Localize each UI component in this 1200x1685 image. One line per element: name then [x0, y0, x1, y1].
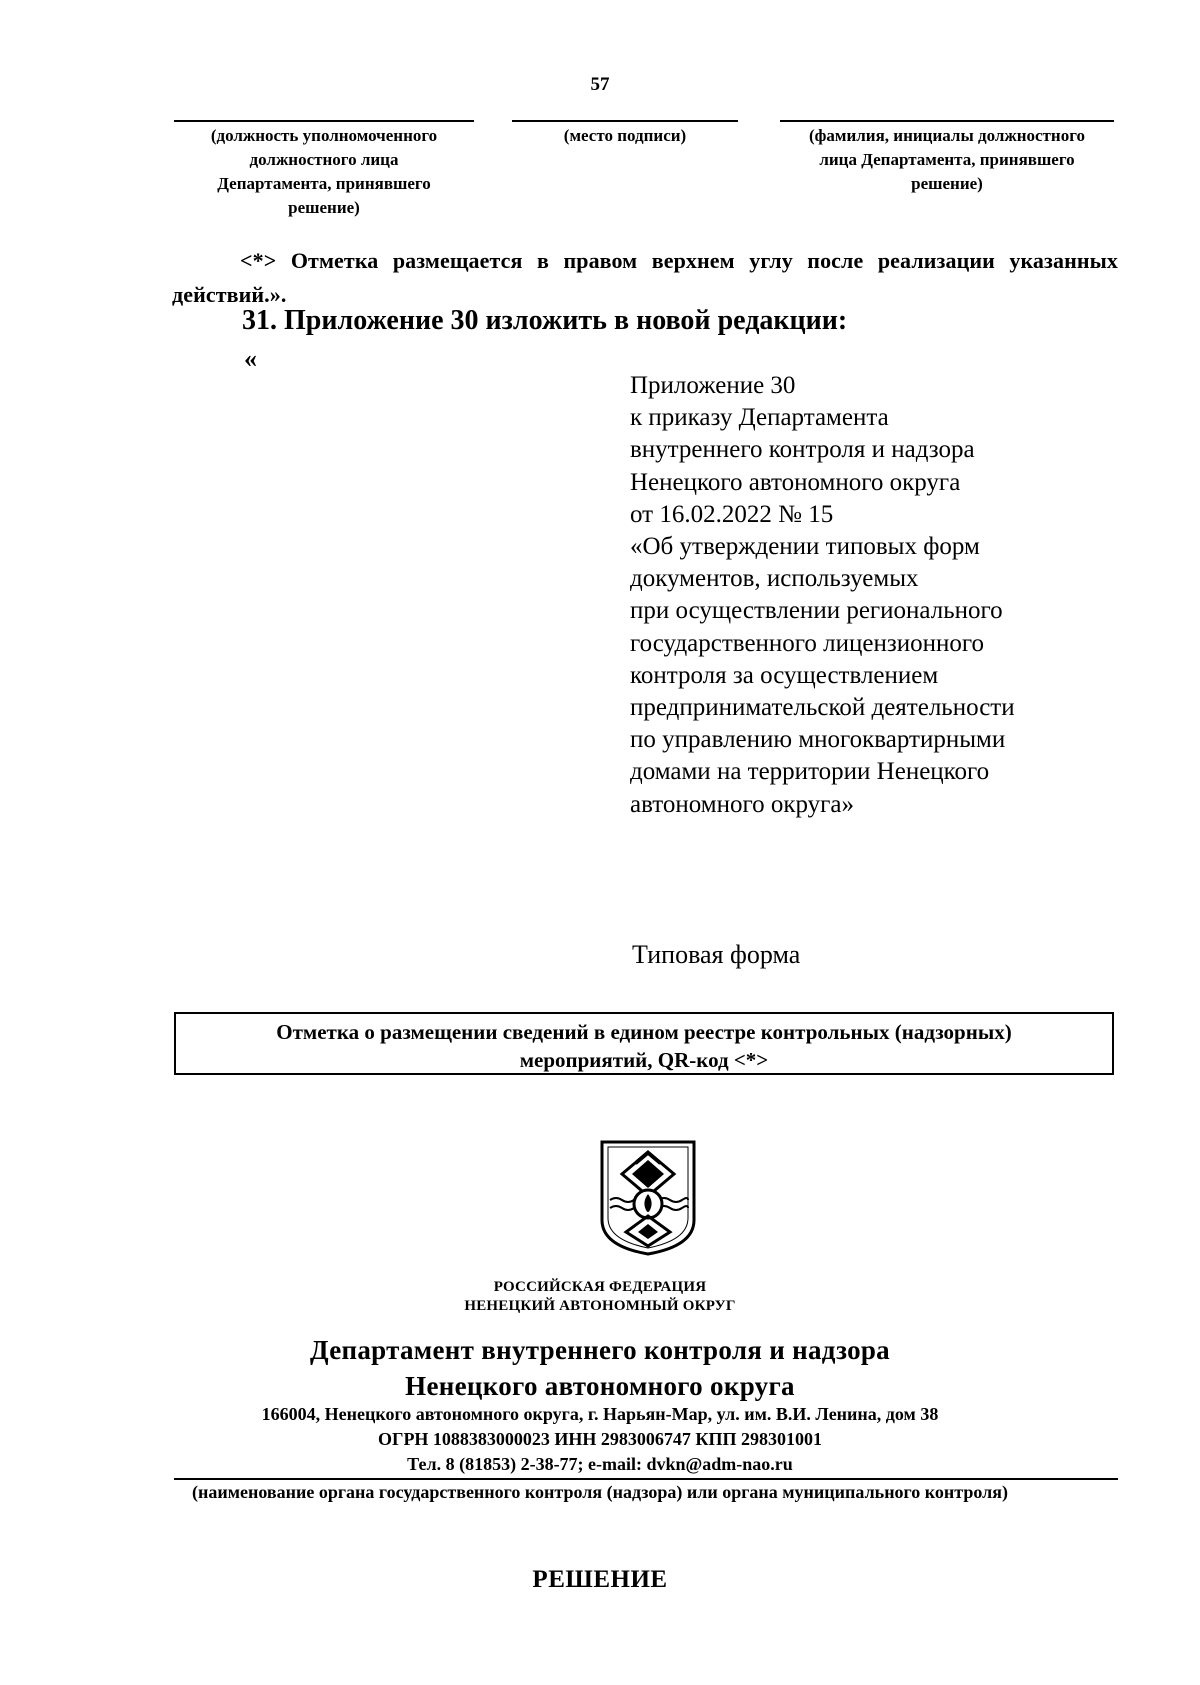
appendix-line: предпринимательской деятельности	[630, 694, 1015, 722]
organ-caption: (наименование органа государственного контроля (надзора) или органа муниципального контроля)	[192, 1482, 1008, 1502]
signature-caption-position: (должность уполномоченного должностного лица Департамента, принявшего решение)	[210, 126, 438, 217]
department-name: Департамент внутреннего контроля и надзора Ненецкого автономного округа	[310, 1335, 890, 1401]
department-contacts: Тел. 8 (81853) 2-38-77; e-mail: dvkn@adm-nao.ru	[407, 1454, 793, 1474]
coat-of-arms-icon	[596, 1138, 700, 1258]
appendix-line: автономного округа»	[630, 790, 855, 818]
appendix-line: государственного лицензионного	[630, 629, 985, 657]
page-number: 57	[590, 74, 610, 95]
organ-divider	[174, 1478, 1118, 1480]
appendix-line: при осуществлении регионального	[630, 597, 1003, 625]
signature-line-position	[174, 120, 474, 122]
department-details	[0, 1402, 1200, 1477]
decision-title: РЕШЕНИЕ	[532, 1566, 668, 1593]
signature-caption-place: (место подписи)	[563, 126, 687, 145]
appendix-line: Приложение 30	[630, 372, 796, 399]
footnote-text: <*> Отметка размещается в правом верхнем углу после реализации указанных действий.».	[172, 248, 1118, 307]
signature-line-name	[780, 120, 1114, 122]
department-ids: ОГРН 1088383000023 ИНН 2983006747 КПП 298301001	[377, 1429, 822, 1449]
opening-quote: «	[244, 344, 257, 373]
appendix-line: от 16.02.2022 № 15	[630, 500, 834, 528]
appendix-line: к приказу Департамента	[630, 404, 889, 432]
appendix-line: по управлению многоквартирными	[630, 726, 1006, 754]
appendix-line: внутреннего контроля и надзора	[630, 436, 975, 464]
appendix-line: контроля за осуществлением	[630, 661, 939, 689]
appendix-line: домами на территории Ненецкого	[630, 758, 990, 786]
appendix-line: «Об утверждении типовых форм	[630, 533, 980, 561]
registry-mark-box: Отметка о размещении сведений в едином реестре контрольных (надзорных) мероприятий, QR-код <*>	[174, 1012, 1114, 1075]
appendix-line: Ненецкого автономного округа	[630, 468, 961, 496]
item-31-heading: 31. Приложение 30 изложить в новой редакции:	[242, 305, 848, 336]
appendix-line: документов, используемых	[630, 565, 919, 593]
signature-caption-name: (фамилия, инициалы должностного лица Департамента, принявшего решение)	[808, 126, 1086, 193]
department-address: 166004, Ненецкого автономного округа, г. Нарьян-Мар, ул. им. В.И. Ленина, дом 38	[261, 1404, 939, 1424]
appendix-reference	[630, 370, 1090, 821]
typical-form-label: Типовая форма	[632, 940, 801, 969]
signature-line-place	[512, 120, 738, 122]
country-header: РОССИЙСКАЯ ФЕДЕРАЦИЯ НЕНЕЦКИЙ АВТОНОМНЫЙ ОКРУГ	[464, 1279, 736, 1314]
